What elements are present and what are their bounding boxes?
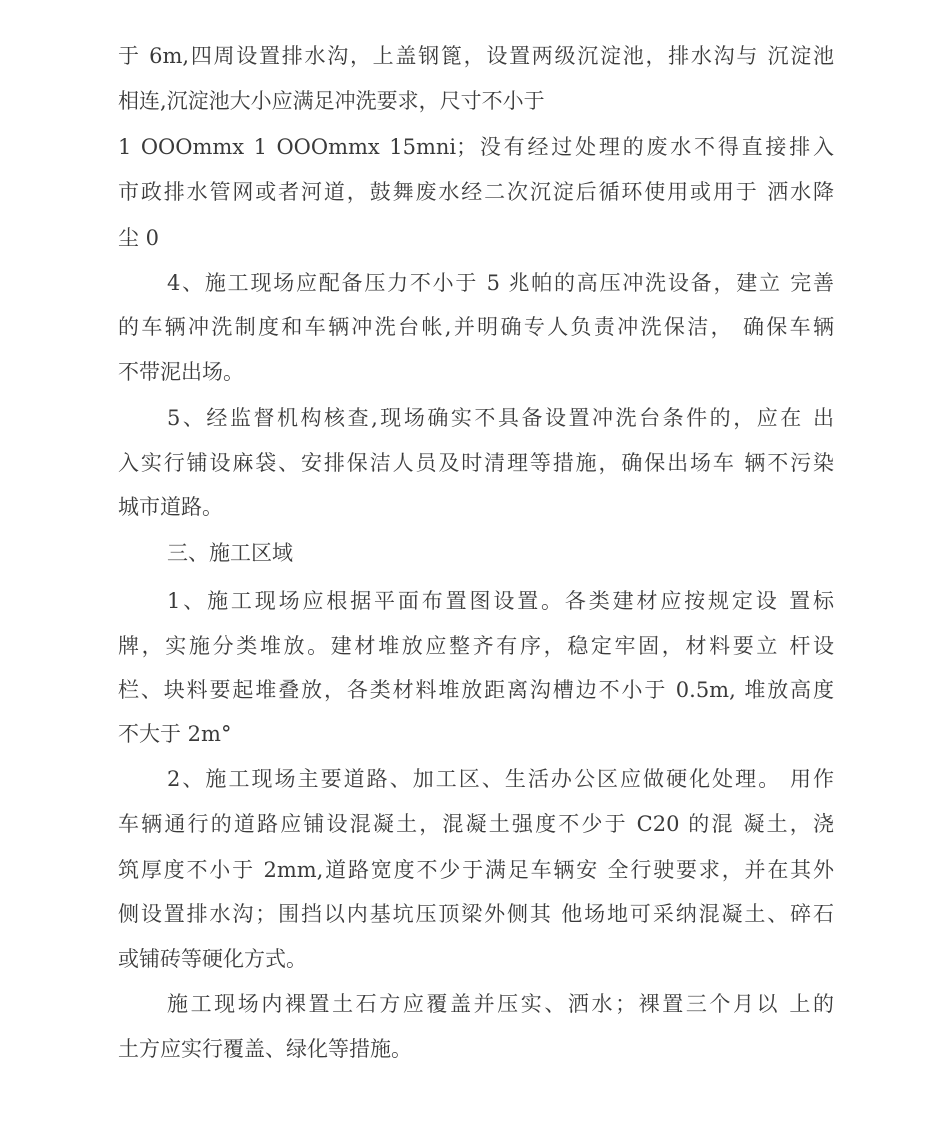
item-2-line-3: 筑厚度不小于 2mm,道路宽度不少于满足车辆安 全行驶要求，并在其外 bbox=[118, 858, 834, 882]
section-heading-construction-area: 三、施工区域 bbox=[167, 541, 293, 565]
text-line-4: 市政排水管网或者河道，鼓舞废水经二次沉淀后循环使用或用于 洒水降 bbox=[118, 180, 834, 204]
text-line-1: 于 6m,四周设置排水沟，上盖钢篦，设置两级沉淀池，排水沟与 沉淀池 bbox=[118, 44, 834, 68]
item-2-line-2: 车辆通行的道路应铺设混凝土，混凝土强度不少于 C20 的混 凝土，浇 bbox=[118, 812, 834, 836]
item-2-line-4: 侧设置排水沟；围挡以内基坑压顶梁外侧其 他场地可采纳混凝土、碎石 bbox=[118, 902, 834, 926]
closing-paragraph-line-1: 施工现场内裸置土石方应覆盖并压实、洒水；裸置三个月以 上的 bbox=[167, 992, 834, 1016]
item-1-line-2: 牌，实施分类堆放。建材堆放应整齐有序，稳定牢固，材料要立 杆设 bbox=[118, 634, 834, 658]
text-line-2: 相连,沉淀池大小应满足冲洗要求，尺寸不小于 bbox=[118, 89, 545, 113]
paragraph-5-line-1: 5、经监督机构核查,现场确实不具备设置冲洗台条件的，应在 出 bbox=[167, 406, 834, 430]
paragraph-4-line-1: 4、施工现场应配备压力不小于 5 兆帕的高压冲洗设备，建立 完善 bbox=[167, 271, 834, 295]
text-line-5: 尘 0 bbox=[118, 226, 160, 250]
item-1-line-3: 栏、块料要起堆叠放，各类材料堆放距离沟槽边不小于 0.5m, 堆放高度 bbox=[118, 678, 834, 702]
item-1-line-4: 不大于 2m° bbox=[118, 722, 232, 746]
paragraph-4-line-2: 的车辆冲洗制度和车辆冲洗台帐,并明确专人负责冲洗保洁， 确保车辆 bbox=[118, 315, 834, 339]
closing-paragraph-line-2: 土方应实行覆盖、绿化等措施。 bbox=[118, 1037, 412, 1061]
text-line-3: 1 OOOmmx 1 OOOmmx 15mni；没有经过处理的废水不得直接排入 bbox=[118, 135, 834, 159]
paragraph-4-line-3: 不带泥出场。 bbox=[118, 360, 244, 384]
paragraph-5-line-2: 入实行铺设麻袋、安排保洁人员及时清理等措施，确保出场车 辆不污染 bbox=[118, 451, 834, 475]
item-2-line-5: 或铺砖等硬化方式。 bbox=[118, 947, 307, 971]
item-2-line-1: 2、施工现场主要道路、加工区、生活办公区应做硬化处理。 用作 bbox=[167, 767, 834, 791]
paragraph-5-line-3: 城市道路。 bbox=[118, 495, 223, 519]
item-1-line-1: 1、施工现场应根据平面布置图设置。各类建材应按规定设 置标 bbox=[167, 589, 834, 613]
